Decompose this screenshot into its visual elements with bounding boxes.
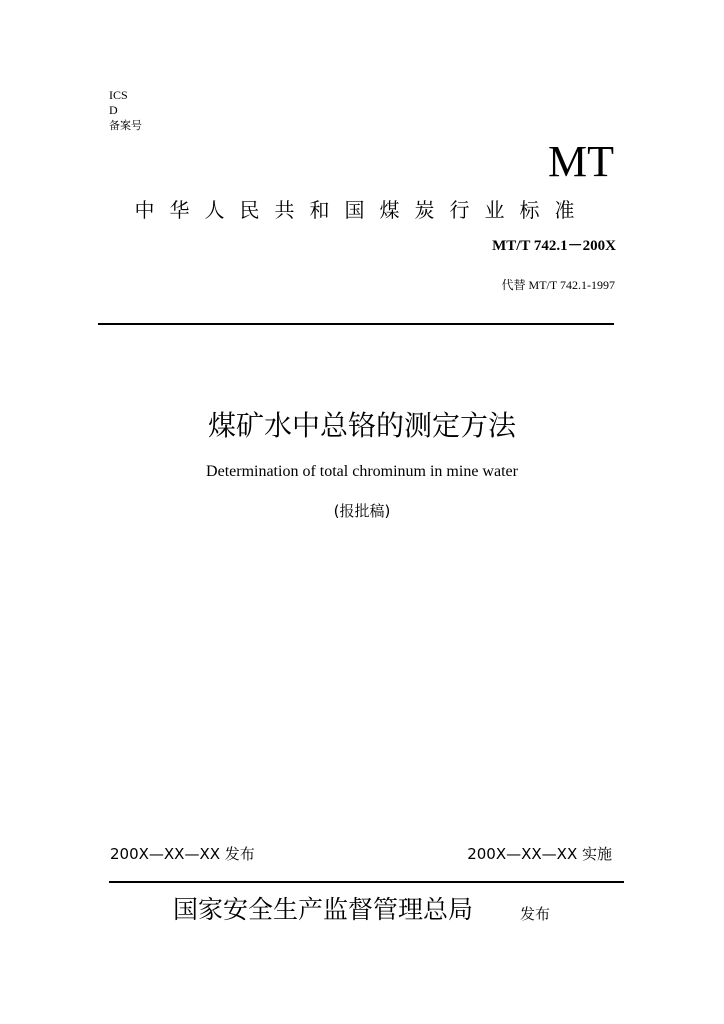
top-divider <box>98 323 614 325</box>
filing-number-label: 备案号 <box>109 119 142 132</box>
implementation-date: 200X—XX—XX 实施 <box>467 845 612 863</box>
bottom-divider <box>109 881 624 883</box>
replaces-note: 代替 MT/T 742.1-1997 <box>501 278 615 292</box>
standard-number: MT/T 742.1－200X <box>492 238 616 254</box>
classification-block <box>109 88 142 133</box>
industry-standard-title: 中华人民共和国煤炭行业标准 <box>134 198 590 222</box>
document-title-cn: 煤矿水中总铬的测定方法 <box>207 409 516 442</box>
classification-code: D <box>109 103 118 117</box>
issue-date: 200X—XX—XX 发布 <box>110 845 255 863</box>
ics-label: ICS <box>109 88 128 102</box>
publisher-name: 国家安全生产监督管理总局 <box>173 895 474 924</box>
mt-logo: MT <box>548 137 614 186</box>
draft-status: (报批稿) <box>333 502 391 520</box>
document-title-en: Determination of total chrominum in mine water <box>206 463 518 480</box>
publish-label: 发布 <box>520 905 551 923</box>
